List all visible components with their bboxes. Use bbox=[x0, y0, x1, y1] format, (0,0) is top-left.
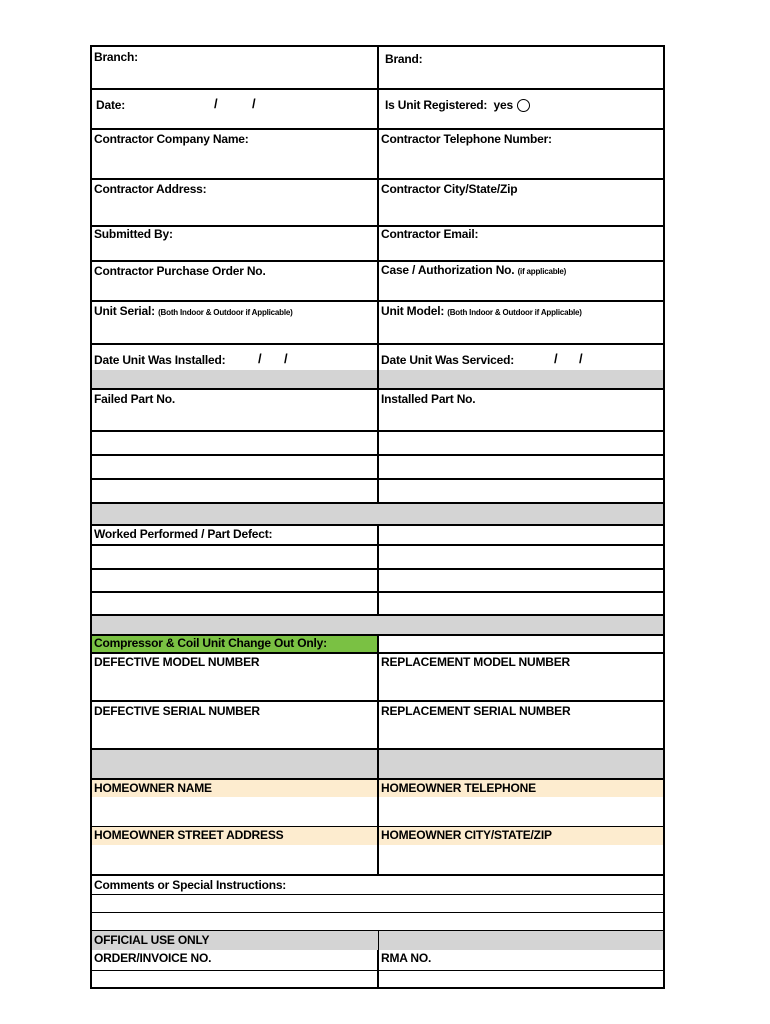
section-divider-band bbox=[92, 370, 663, 388]
company-name-field[interactable] bbox=[92, 130, 379, 178]
telephone-field[interactable] bbox=[379, 130, 663, 178]
parts-header-row bbox=[92, 388, 663, 430]
change-out-title: Compressor & Coil Unit Change Out Only: bbox=[94, 636, 327, 650]
unit-model-note: (Both Indoor & Outdoor if Applicable) bbox=[447, 308, 582, 317]
installed-part-entry[interactable] bbox=[379, 456, 663, 478]
branch-brand-row bbox=[92, 47, 663, 88]
work-entry-row bbox=[92, 591, 663, 614]
rma-input[interactable] bbox=[379, 971, 663, 989]
po-case-row bbox=[92, 260, 663, 300]
city-state-zip-label: Contractor City/State/Zip bbox=[381, 182, 518, 196]
homeowner-telephone-input[interactable] bbox=[379, 797, 663, 826]
telephone-label: Contractor Telephone Number: bbox=[381, 132, 552, 146]
branch-label: Branch: bbox=[94, 50, 138, 64]
rma-label: RMA NO. bbox=[381, 951, 432, 965]
installed-part-entry[interactable] bbox=[379, 480, 663, 502]
model-numbers-row bbox=[92, 652, 663, 700]
homeowner-street-label: HOMEOWNER STREET ADDRESS bbox=[94, 828, 284, 842]
homeowner-street-input[interactable] bbox=[92, 845, 379, 874]
work-entry-right[interactable] bbox=[379, 570, 663, 591]
work-entry-left[interactable] bbox=[92, 546, 379, 568]
po-number-label: Contractor Purchase Order No. bbox=[94, 264, 266, 278]
parts-entry-row bbox=[92, 478, 663, 502]
parts-entry-row bbox=[92, 454, 663, 478]
homeowner-city-label: HOMEOWNER CITY/STATE/ZIP bbox=[381, 828, 552, 842]
warranty-claim-form bbox=[90, 45, 665, 989]
official-use-labels-row bbox=[92, 950, 663, 970]
homeowner-name-label: HOMEOWNER NAME bbox=[94, 781, 212, 795]
registered-yes-radio[interactable] bbox=[517, 99, 530, 112]
case-auth-label bbox=[381, 263, 566, 277]
official-use-header-row bbox=[92, 930, 663, 950]
unit-serial-field[interactable] bbox=[92, 302, 379, 343]
submitted-by-label: Submitted By: bbox=[94, 227, 173, 241]
company-name-label: Contractor Company Name: bbox=[94, 132, 249, 146]
replacement-model-label: REPLACEMENT MODEL NUMBER bbox=[381, 655, 570, 669]
registered-question: Is Unit Registered: bbox=[385, 98, 488, 112]
registered-field bbox=[379, 90, 663, 128]
submitted-by-field[interactable] bbox=[92, 227, 379, 260]
work-entry-right[interactable] bbox=[379, 546, 663, 568]
order-invoice-input[interactable] bbox=[92, 971, 379, 989]
unit-model-text: Unit Model: bbox=[381, 304, 445, 318]
brand-label: Brand: bbox=[385, 52, 423, 66]
homeowner-name-entry-row bbox=[92, 797, 663, 826]
unit-model-label bbox=[381, 304, 582, 318]
replacement-serial-field[interactable] bbox=[379, 702, 663, 748]
homeowner-name-header bbox=[92, 780, 379, 797]
serial-model-row bbox=[92, 300, 663, 343]
work-entry-left[interactable] bbox=[92, 593, 379, 614]
date-slash-2: / bbox=[252, 96, 256, 111]
comments-row[interactable] bbox=[92, 874, 663, 894]
installed-slash-1: / bbox=[258, 351, 262, 366]
serviced-slash-2: / bbox=[579, 351, 583, 366]
order-invoice-cell[interactable] bbox=[92, 950, 379, 970]
official-use-title-cell bbox=[92, 931, 379, 950]
installed-part-label: Installed Part No. bbox=[381, 392, 476, 406]
homeowner-name-row bbox=[92, 778, 663, 797]
date-installed-label: Date Unit Was Installed: bbox=[94, 353, 226, 367]
section-divider-band bbox=[92, 748, 663, 778]
parts-entry-row bbox=[92, 430, 663, 454]
date-serviced-label: Date Unit Was Serviced: bbox=[381, 353, 514, 367]
date-field[interactable] bbox=[92, 90, 379, 128]
homeowner-street-header bbox=[92, 827, 379, 845]
unit-model-field[interactable] bbox=[379, 302, 663, 343]
homeowner-name-input[interactable] bbox=[92, 797, 379, 826]
work-entry-right[interactable] bbox=[379, 593, 663, 614]
po-number-field[interactable] bbox=[92, 262, 379, 300]
failed-part-entry[interactable] bbox=[92, 432, 379, 454]
install-service-dates-row bbox=[92, 343, 663, 370]
change-out-header-row bbox=[92, 634, 663, 652]
change-out-title-cell bbox=[92, 636, 379, 652]
failed-part-entry[interactable] bbox=[92, 480, 379, 502]
registered-label bbox=[385, 98, 530, 112]
case-auth-note: (if applicable) bbox=[517, 267, 567, 276]
homeowner-city-input[interactable] bbox=[379, 845, 663, 874]
date-label: Date: bbox=[96, 98, 126, 112]
installed-part-field[interactable] bbox=[379, 390, 663, 430]
failed-part-label: Failed Part No. bbox=[94, 392, 176, 406]
defective-model-field[interactable] bbox=[92, 654, 379, 700]
address-label: Contractor Address: bbox=[94, 182, 207, 196]
installed-slash-2: / bbox=[284, 351, 288, 366]
replacement-model-field[interactable] bbox=[379, 654, 663, 700]
official-use-title: OFFICIAL USE ONLY bbox=[94, 933, 210, 947]
work-performed-row bbox=[92, 524, 663, 544]
brand-field[interactable] bbox=[379, 47, 663, 88]
band-left bbox=[92, 750, 379, 778]
serial-numbers-row bbox=[92, 700, 663, 748]
homeowner-telephone-header bbox=[379, 780, 663, 797]
homeowner-address-entry-row bbox=[92, 845, 663, 874]
replacement-serial-label: REPLACEMENT SERIAL NUMBER bbox=[381, 704, 571, 718]
band-left bbox=[92, 370, 379, 388]
case-auth-text: Case / Authorization No. bbox=[381, 263, 515, 277]
date-installed-field[interactable] bbox=[92, 345, 379, 370]
address-row bbox=[92, 178, 663, 225]
work-entry-left[interactable] bbox=[92, 570, 379, 591]
change-out-right bbox=[379, 636, 663, 652]
email-label: Contractor Email: bbox=[381, 227, 479, 241]
work-entry-row bbox=[92, 568, 663, 591]
failed-part-field[interactable] bbox=[92, 390, 379, 430]
company-telephone-row bbox=[92, 128, 663, 178]
branch-field[interactable] bbox=[92, 47, 379, 88]
installed-part-entry[interactable] bbox=[379, 432, 663, 454]
unit-serial-text: Unit Serial: bbox=[94, 304, 155, 318]
serviced-slash-1: / bbox=[554, 351, 558, 366]
homeowner-telephone-label: HOMEOWNER TELEPHONE bbox=[381, 781, 536, 795]
comments-label: Comments or Special Instructions: bbox=[94, 878, 287, 892]
case-auth-field[interactable] bbox=[379, 262, 663, 300]
homeowner-city-header bbox=[379, 827, 663, 845]
registered-yes-label: yes bbox=[493, 98, 513, 112]
failed-part-entry[interactable] bbox=[92, 456, 379, 478]
date-serviced-field[interactable] bbox=[379, 345, 663, 370]
submitted-email-row bbox=[92, 225, 663, 260]
defective-model-label: DEFECTIVE MODEL NUMBER bbox=[94, 655, 260, 669]
date-registered-row bbox=[92, 88, 663, 128]
rma-cell[interactable] bbox=[379, 950, 663, 970]
work-performed-right[interactable] bbox=[379, 526, 663, 544]
section-divider-band bbox=[92, 502, 663, 524]
defective-serial-field[interactable] bbox=[92, 702, 379, 748]
city-state-zip-field[interactable] bbox=[379, 180, 663, 225]
homeowner-address-row bbox=[92, 826, 663, 845]
defective-serial-label: DEFECTIVE SERIAL NUMBER bbox=[94, 704, 260, 718]
order-invoice-label: ORDER/INVOICE NO. bbox=[94, 951, 212, 965]
work-performed-field[interactable] bbox=[92, 526, 379, 544]
official-use-entry-row bbox=[92, 970, 663, 989]
work-entry-row bbox=[92, 544, 663, 568]
address-field[interactable] bbox=[92, 180, 379, 225]
section-divider-band bbox=[92, 614, 663, 634]
comments-line[interactable] bbox=[92, 894, 663, 912]
work-performed-label: Worked Performed / Part Defect: bbox=[94, 527, 273, 541]
unit-serial-note: (Both Indoor & Outdoor if Applicable) bbox=[158, 308, 293, 317]
email-field[interactable] bbox=[379, 227, 663, 260]
comments-line[interactable] bbox=[92, 912, 663, 930]
unit-serial-label bbox=[94, 304, 293, 318]
date-slash-1: / bbox=[214, 96, 218, 111]
